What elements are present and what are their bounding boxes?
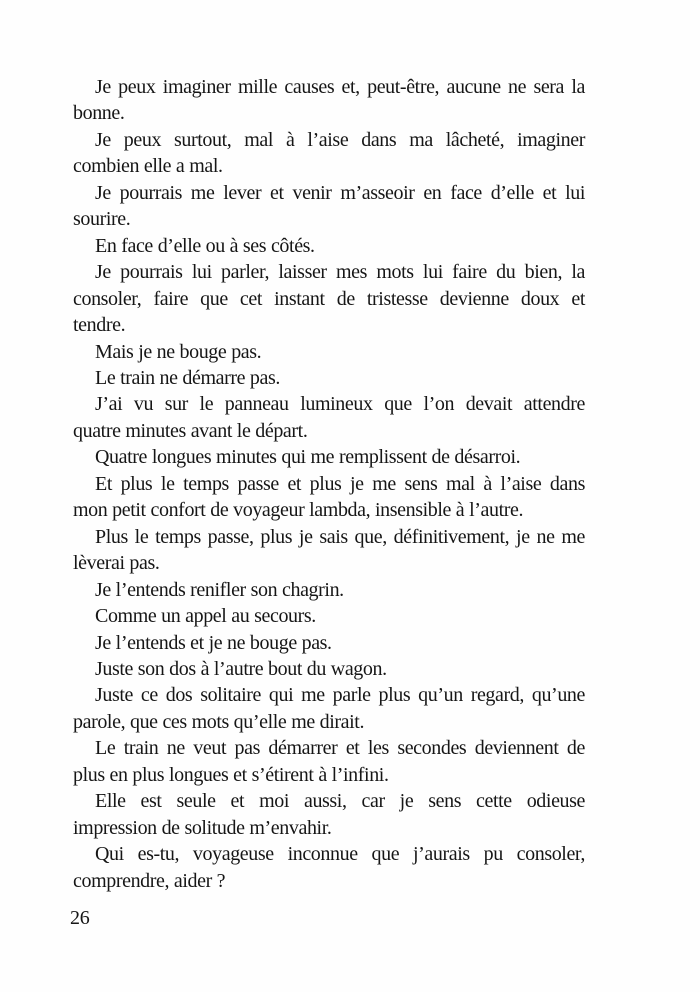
paragraph [73, 391, 585, 444]
text-line: En face d’elle ou à ses côtés. [95, 234, 315, 257]
text-line: comprendre, aider ? [73, 869, 226, 892]
text-line: Qui es-tu, voyageuse inconnue que j’aurais pu consoler, [95, 843, 585, 866]
text-line: quatre minutes avant le départ. [73, 419, 308, 442]
paragraph [73, 603, 585, 629]
text-line: Elle est seule et moi aussi, car je sens cette odieuse [95, 790, 585, 813]
paragraph [73, 630, 585, 656]
text-line: Quatre longues minutes qui me remplissent de désarroi. [95, 446, 521, 469]
paragraph [73, 127, 585, 180]
text-line: Comme un appel au secours. [95, 605, 316, 628]
paragraph [73, 682, 585, 735]
text-line: Juste son dos à l’autre bout du wagon. [95, 657, 387, 680]
paragraph [73, 339, 585, 365]
page-text [73, 74, 585, 894]
text-line: Je peux imaginer mille causes et, peut-être, aucune ne sera la [95, 76, 585, 98]
paragraph [73, 444, 585, 470]
text-line: Je l’entends renifler son chagrin. [95, 578, 344, 601]
text-line: consoler, faire que cet instant de tristesse devienne doux et [73, 287, 585, 310]
paragraph [73, 788, 585, 841]
text-line: Juste ce dos solitaire qui me parle plus qu’un regard, qu’une [95, 684, 585, 707]
text-line: Mais je ne bouge pas. [95, 340, 262, 363]
text-line: Je peux surtout, mal à l’aise dans ma lâcheté, imaginer [95, 128, 585, 151]
text-line: combien elle a mal. [73, 155, 223, 178]
text-line: Je pourrais me lever et venir m’asseoir en face d’elle et lui [95, 181, 585, 204]
text-line: Et plus le temps passe et plus je me sens mal à l’aise dans [95, 472, 585, 495]
text-line: mon petit confort de voyageur lambda, insensible à l’autre. [73, 499, 524, 522]
text-line: Je l’entends et je ne bouge pas. [95, 631, 332, 654]
paragraph [73, 180, 585, 233]
text-line: impression de solitude m’envahir. [73, 816, 332, 839]
paragraph [73, 524, 585, 577]
text-line: lèverai pas. [73, 552, 160, 575]
page-number: 26 [70, 907, 90, 929]
paragraph [73, 656, 585, 682]
paragraph [73, 735, 585, 788]
paragraph [73, 74, 585, 127]
text-line: tendre. [73, 314, 126, 337]
paragraph [73, 841, 585, 894]
text-line: Plus le temps passe, plus je sais que, définitivement, je ne me [95, 525, 585, 548]
text-line: Je pourrais lui parler, laisser mes mots lui faire du bien, la [95, 261, 585, 284]
paragraph [73, 471, 585, 524]
text-line: Le train ne veut pas démarrer et les secondes deviennent de [95, 737, 585, 760]
text-line: J’ai vu sur le panneau lumineux que l’on devait attendre [95, 393, 585, 416]
paragraph [73, 577, 585, 603]
paragraph [73, 365, 585, 391]
text-line: bonne. [73, 102, 125, 125]
paragraph [73, 233, 585, 259]
text-line: Le train ne démarre pas. [95, 366, 280, 389]
paragraph [73, 259, 585, 338]
text-line: sourire. [73, 208, 131, 231]
text-line: parole, que ces mots qu’elle me dirait. [73, 710, 365, 733]
text-line: plus en plus longues et s’étirent à l’infini. [73, 763, 389, 786]
